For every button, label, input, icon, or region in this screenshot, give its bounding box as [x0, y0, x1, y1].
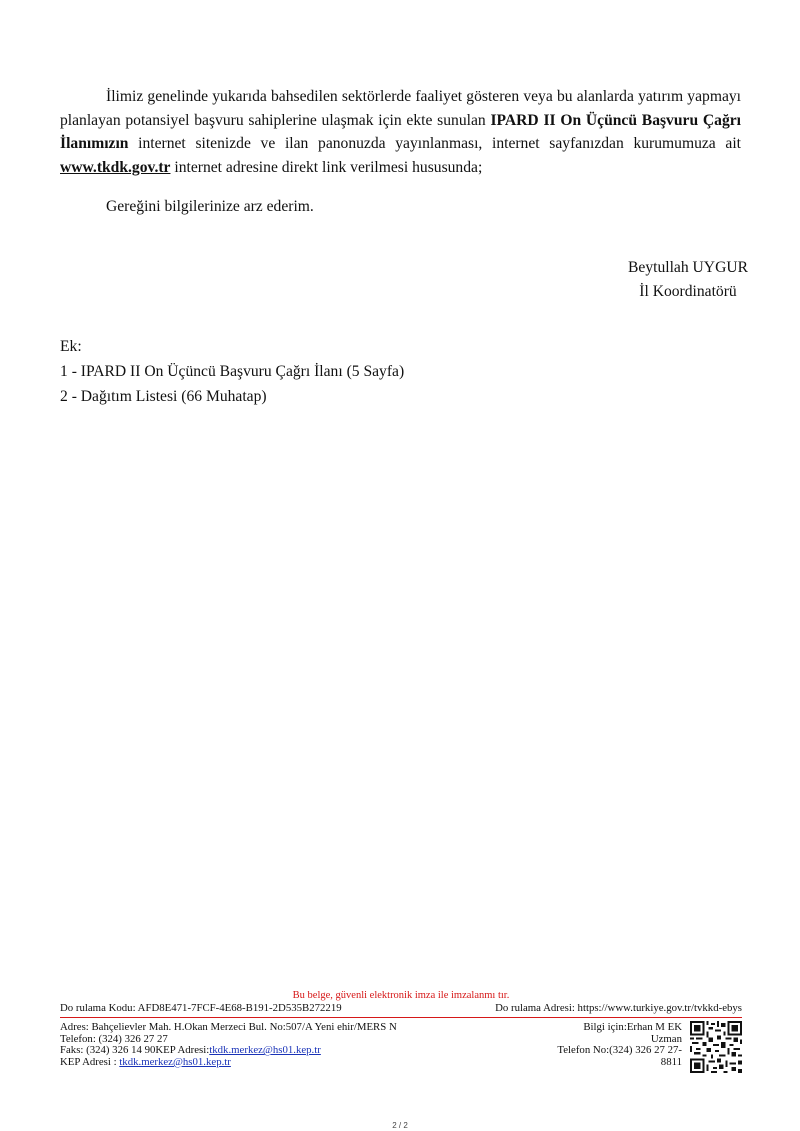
- footer-divider: [60, 1017, 742, 1018]
- contact-info: [60, 1022, 397, 1068]
- body-paragraph-closing: Gereğini bilgilerinize arz ederim.: [106, 198, 314, 215]
- info-person: Bilgi için:Erhan M EK: [583, 1021, 682, 1033]
- verification-address: Do rulama Adresi: https://www.turkiye.gov.tr/tvkkd-ebys: [495, 1002, 742, 1014]
- fax-text: Faks: (324) 326 14 90KEP Adresi:: [60, 1044, 210, 1057]
- verification-code: Do rulama Kodu: AFD8E471-7FCF-4E68-B191-2D535B272219: [60, 1002, 342, 1014]
- paragraph-text: internet adresine direkt link verilmesi hususunda;: [170, 158, 483, 176]
- call-title-bold: IPARD II On Üçüncü Başvuru Çağrı İlanımızın: [60, 111, 741, 152]
- kep-email-link[interactable]: tkdk.merkez@hs01.kep.tr: [119, 1055, 231, 1068]
- signature-block: [628, 256, 748, 303]
- page-number: 2 / 2: [392, 1121, 408, 1130]
- info-phone: Telefon No:(324) 326 27 27-: [557, 1044, 682, 1057]
- signer-title: İl Koordinatörü: [639, 282, 737, 300]
- esignature-note: Bu belge, güvenli elektronik imza ile imzalanmı tır.: [292, 990, 510, 1001]
- attachments-list: [60, 334, 404, 409]
- contact-phone: Telefon: (324) 326 27 27: [60, 1032, 168, 1045]
- contact-address: Adres: Bahçelievler Mah. H.Okan Merzeci Bul. No:507/A Yeni ehir/MERS N: [60, 1021, 397, 1033]
- info-extension: 8811: [660, 1055, 682, 1068]
- attachments-heading: Ek:: [60, 338, 82, 355]
- body-paragraph-request: [60, 85, 741, 179]
- attachment-item: 1 - IPARD II On Üçüncü Başvuru Çağrı İlanı (5 Sayfa): [60, 363, 405, 380]
- tkdk-website-link[interactable]: www.tkdk.gov.tr: [60, 158, 171, 176]
- attachment-item: 2 - Dağıtım Listesi (66 Muhatap): [60, 388, 267, 405]
- info-contact: [557, 1022, 682, 1068]
- contact-kep: [60, 1057, 397, 1069]
- paragraph-text: internet sitenizde ve ilan panonuzda yayınlanması, internet sayfanızdan kurumumuza ait: [128, 135, 741, 152]
- kep-label: KEP Adresi :: [60, 1055, 120, 1068]
- paragraph-text: İlimiz genelinde yukarıda bahsedilen sektörlerde faaliyet gösteren veya bu alanlarda yatırım yapmayı planlayan potansiyel başvuru sahiplerine ulaşmak için ekte sunulan: [60, 88, 741, 129]
- kep-email-link[interactable]: tkdk.merkez@hs01.kep.tr: [209, 1044, 321, 1057]
- signer-name: Beytullah UYGUR: [628, 259, 748, 276]
- info-role: Uzman: [650, 1032, 682, 1045]
- qr-code-icon: [690, 1021, 742, 1073]
